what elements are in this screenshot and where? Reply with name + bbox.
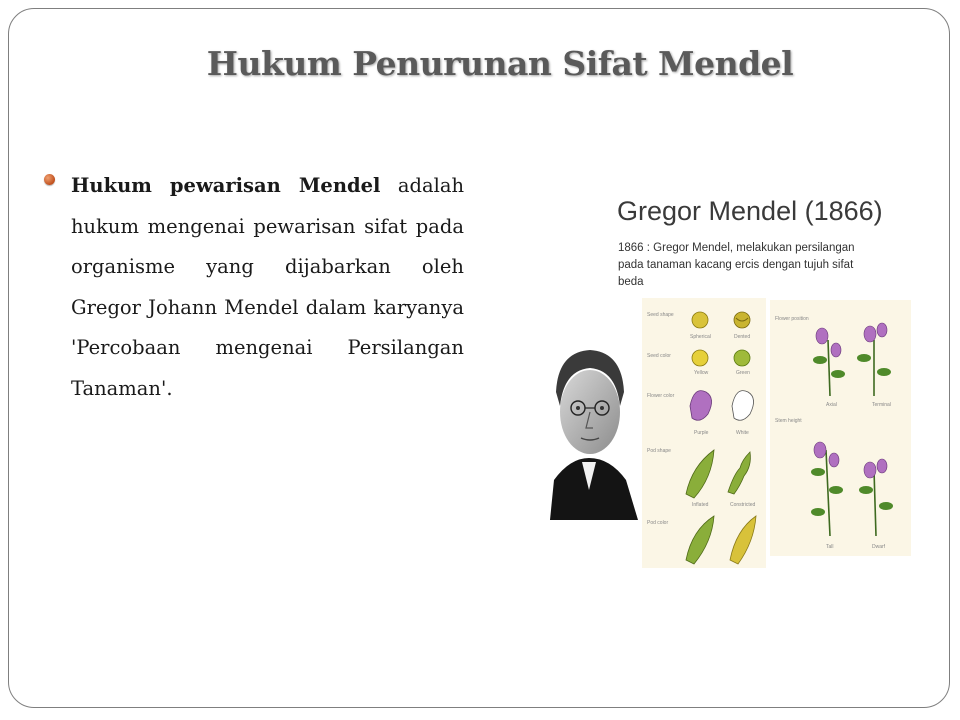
trait-label: Flower color	[647, 393, 675, 399]
bullet-text	[71, 166, 464, 409]
bullet-bold-lead: Hukum pewarisan Mendel	[71, 174, 381, 197]
trait-value: Green	[736, 370, 750, 376]
trait-label: Flower position	[775, 316, 809, 322]
trait-value: Terminal	[872, 402, 891, 408]
trait-value: Spherical	[690, 334, 711, 340]
trait-value: Tall	[826, 544, 834, 550]
trait-panel-left	[642, 298, 766, 568]
figure-caption: 1866 : Gregor Mendel, melakukan persilangan pada tanaman kacang ercis dengan tujuh sifat beda	[618, 242, 855, 288]
bullet-icon	[44, 174, 55, 185]
bullet-body: adalah hukum mengenai pewarisan sifat pada organisme yang dijabarkan oleh Gregor Johann Mendel dalam karyanya 'Percobaan mengenai Persilangan Tanaman'.	[71, 174, 464, 400]
figure-heading: Gregor Mendel (1866)	[617, 196, 883, 226]
trait-label: Pod color	[647, 520, 669, 526]
trait-value: Purple	[694, 430, 709, 436]
trait-value: Inflated	[692, 502, 709, 508]
trait-label: Pod shape	[647, 448, 671, 454]
bullet-item	[44, 166, 464, 409]
trait-label: Stem height	[775, 418, 802, 424]
trait-panel-right	[770, 300, 911, 556]
trait-value: Yellow	[694, 370, 709, 376]
trait-value: White	[736, 430, 749, 436]
pea-traits-illustration	[642, 298, 766, 568]
pea-plant-illustration	[770, 300, 911, 556]
slide-title: Hukum Penurunan Sifat Mendel	[206, 44, 794, 83]
trait-value: Constricted	[730, 502, 756, 508]
trait-value: Axial	[826, 402, 837, 408]
trait-label: Seed color	[647, 353, 671, 359]
trait-value: Dwarf	[872, 544, 886, 550]
trait-value: Dented	[734, 334, 751, 340]
trait-label: Seed shape	[647, 312, 674, 318]
mendel-portrait-image	[540, 340, 638, 520]
